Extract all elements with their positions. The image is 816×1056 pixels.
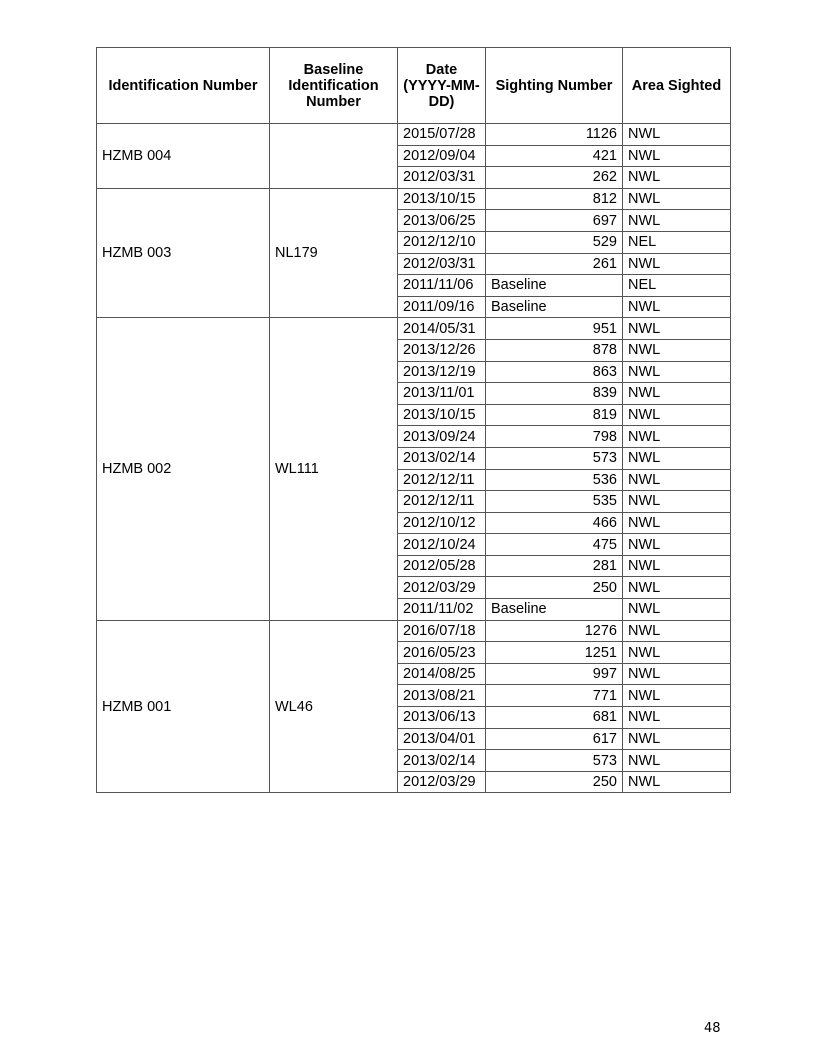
sighting-number-cell: 839	[486, 383, 623, 405]
date-cell: 2012/05/28	[398, 555, 486, 577]
header-identification-number: Identification Number	[97, 48, 270, 124]
date-cell: 2013/08/21	[398, 685, 486, 707]
table-body	[97, 124, 731, 793]
sighting-number-cell: 997	[486, 663, 623, 685]
sighting-number-cell: Baseline	[486, 599, 623, 621]
date-cell: 2012/12/10	[398, 231, 486, 253]
area-sighted-cell: NWL	[623, 318, 731, 340]
area-sighted-cell: NWL	[623, 167, 731, 189]
sighting-number-cell: Baseline	[486, 275, 623, 297]
date-cell: 2013/04/01	[398, 728, 486, 750]
area-sighted-cell: NWL	[623, 361, 731, 383]
sighting-number-cell: 617	[486, 728, 623, 750]
page-number: 48	[704, 1021, 721, 1036]
area-sighted-cell: NWL	[623, 707, 731, 729]
date-cell: 2012/03/29	[398, 771, 486, 793]
sighting-number-cell: Baseline	[486, 296, 623, 318]
date-cell: 2013/06/25	[398, 210, 486, 232]
area-sighted-cell: NWL	[623, 555, 731, 577]
date-cell: 2012/12/11	[398, 469, 486, 491]
date-cell: 2013/09/24	[398, 426, 486, 448]
identification-number-cell: HZMB 002	[97, 318, 270, 620]
sighting-number-cell: 771	[486, 685, 623, 707]
sighting-number-cell: 250	[486, 577, 623, 599]
header-area-sighted: Area Sighted	[623, 48, 731, 124]
date-cell: 2012/03/31	[398, 167, 486, 189]
area-sighted-cell: NWL	[623, 663, 731, 685]
sighting-number-cell: 1126	[486, 124, 623, 146]
area-sighted-cell: NWL	[623, 685, 731, 707]
area-sighted-cell: NWL	[623, 771, 731, 793]
area-sighted-cell: NWL	[623, 253, 731, 275]
sighting-number-cell: 281	[486, 555, 623, 577]
baseline-identification-cell	[270, 124, 398, 189]
date-cell: 2013/10/15	[398, 404, 486, 426]
date-cell: 2011/11/02	[398, 599, 486, 621]
sighting-number-cell: 466	[486, 512, 623, 534]
sighting-number-cell: 536	[486, 469, 623, 491]
baseline-identification-cell: WL111	[270, 318, 398, 620]
area-sighted-cell: NWL	[623, 383, 731, 405]
area-sighted-cell: NWL	[623, 124, 731, 146]
area-sighted-cell: NWL	[623, 599, 731, 621]
area-sighted-cell: NWL	[623, 642, 731, 664]
sighting-number-cell: 262	[486, 167, 623, 189]
sighting-number-cell: 573	[486, 750, 623, 772]
sighting-number-cell: 697	[486, 210, 623, 232]
date-cell: 2011/09/16	[398, 296, 486, 318]
sighting-number-cell: 681	[486, 707, 623, 729]
area-sighted-cell: NEL	[623, 231, 731, 253]
date-cell: 2014/08/25	[398, 663, 486, 685]
identification-number-cell: HZMB 001	[97, 620, 270, 793]
date-cell: 2013/12/26	[398, 339, 486, 361]
area-sighted-cell: NWL	[623, 491, 731, 513]
sighting-number-cell: 535	[486, 491, 623, 513]
area-sighted-cell: NWL	[623, 469, 731, 491]
area-sighted-cell: NWL	[623, 145, 731, 167]
identification-number-cell: HZMB 003	[97, 188, 270, 318]
sighting-number-cell: 421	[486, 145, 623, 167]
area-sighted-cell: NWL	[623, 512, 731, 534]
header-sighting-number: Sighting Number	[486, 48, 623, 124]
sighting-number-cell: 1251	[486, 642, 623, 664]
baseline-identification-cell: NL179	[270, 188, 398, 318]
table-row	[97, 124, 731, 146]
table-header-row	[97, 48, 731, 124]
area-sighted-cell: NWL	[623, 728, 731, 750]
sighting-number-cell: 1276	[486, 620, 623, 642]
date-cell: 2013/02/14	[398, 750, 486, 772]
identification-number-cell: HZMB 004	[97, 124, 270, 189]
table-row	[97, 620, 731, 642]
date-cell: 2012/12/11	[398, 491, 486, 513]
sighting-number-cell: 798	[486, 426, 623, 448]
date-cell: 2013/12/19	[398, 361, 486, 383]
sighting-number-cell: 529	[486, 231, 623, 253]
date-cell: 2013/10/15	[398, 188, 486, 210]
date-cell: 2012/03/31	[398, 253, 486, 275]
area-sighted-cell: NWL	[623, 447, 731, 469]
area-sighted-cell: NWL	[623, 534, 731, 556]
date-cell: 2013/02/14	[398, 447, 486, 469]
sighting-records-table	[96, 47, 731, 793]
sighting-number-cell: 250	[486, 771, 623, 793]
date-cell: 2015/07/28	[398, 124, 486, 146]
area-sighted-cell: NWL	[623, 210, 731, 232]
area-sighted-cell: NWL	[623, 339, 731, 361]
area-sighted-cell: NWL	[623, 750, 731, 772]
date-cell: 2013/06/13	[398, 707, 486, 729]
table-row	[97, 188, 731, 210]
area-sighted-cell: NWL	[623, 188, 731, 210]
area-sighted-cell: NWL	[623, 620, 731, 642]
sighting-number-cell: 878	[486, 339, 623, 361]
header-baseline-identification-number: Baseline Identification Number	[270, 48, 398, 124]
sighting-number-cell: 951	[486, 318, 623, 340]
table-row	[97, 318, 731, 340]
sighting-number-cell: 812	[486, 188, 623, 210]
baseline-identification-cell: WL46	[270, 620, 398, 793]
sighting-number-cell: 573	[486, 447, 623, 469]
date-cell: 2012/10/12	[398, 512, 486, 534]
area-sighted-cell: NWL	[623, 426, 731, 448]
area-sighted-cell: NWL	[623, 404, 731, 426]
header-date: Date (YYYY-MM-DD)	[398, 48, 486, 124]
date-cell: 2012/10/24	[398, 534, 486, 556]
date-cell: 2016/07/18	[398, 620, 486, 642]
date-cell: 2016/05/23	[398, 642, 486, 664]
date-cell: 2013/11/01	[398, 383, 486, 405]
date-cell: 2012/03/29	[398, 577, 486, 599]
area-sighted-cell: NEL	[623, 275, 731, 297]
sighting-number-cell: 819	[486, 404, 623, 426]
sighting-number-cell: 261	[486, 253, 623, 275]
date-cell: 2012/09/04	[398, 145, 486, 167]
sighting-number-cell: 863	[486, 361, 623, 383]
sighting-number-cell: 475	[486, 534, 623, 556]
date-cell: 2011/11/06	[398, 275, 486, 297]
area-sighted-cell: NWL	[623, 577, 731, 599]
area-sighted-cell: NWL	[623, 296, 731, 318]
date-cell: 2014/05/31	[398, 318, 486, 340]
